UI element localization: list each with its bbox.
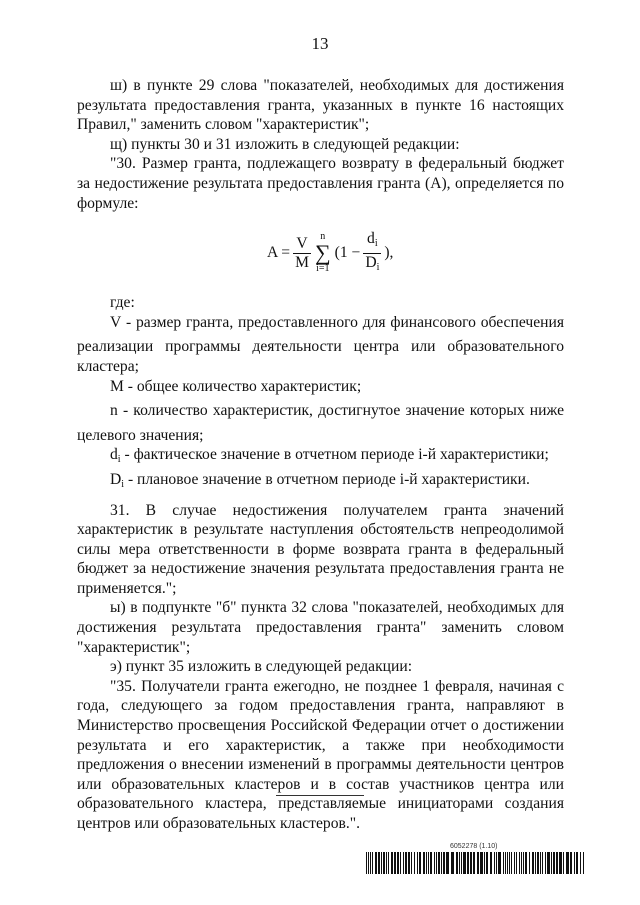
sigma-symbol: ∑	[314, 240, 331, 266]
formula-fraction-dd	[363, 230, 381, 277]
sum-lower: i=1	[316, 263, 330, 275]
end-divider	[276, 795, 364, 796]
formula-fraction-vm	[293, 235, 311, 272]
formula-lhs: A	[267, 244, 279, 262]
definition-Di: $D_i$ - плановое значение в отчетном периоде i-й характеристики.	[110, 470, 530, 490]
definition-v: V - размер гранта, предоставленного для финансового обеспечения реализации программы деятельности центра или образовательного кластера;	[77, 313, 564, 375]
formula-d-sub: i	[374, 237, 378, 249]
paragraph-sh: ш) в пункте 29 слова "показателей, необходимых для достижения результата предоставления гранта, указанных в пункте 16 настоящих Правил," заменить словом "характеристик";	[77, 77, 564, 134]
barcode-icon	[366, 852, 584, 874]
paragraph-30: "30. Размер гранта, подлежащего возврату в федеральный бюджет за недостижение результата предоставления гранта (A), определяется по формуле:	[77, 155, 564, 212]
formula-numerator: V	[293, 235, 311, 254]
paragraph-e: э) пункт 35 изложить в следующей редакции:	[110, 658, 413, 676]
formula	[77, 219, 564, 287]
formula-close: ),	[384, 244, 394, 262]
paragraph-31: 31. В случае недостижения получателем гранта значений характеристик в результате наступления обстоятельств непреодолимой силы мера ответственности в форме возврата гранта в федеральный бюджет за недостижение значения результата предоставления гранта не применяется.";	[77, 501, 564, 597]
paragraph-shch: щ) пункты 30 и 31 изложить в следующей редакции:	[110, 135, 460, 153]
page-number: 13	[311, 34, 329, 53]
barcode-id: 6052278 (1.10)	[450, 843, 498, 850]
formula-sum	[315, 231, 331, 275]
formula-eq: =	[281, 244, 291, 262]
definition-m: M - общее количество характеристик;	[110, 377, 362, 395]
formula-denominator: M	[295, 253, 309, 271]
definition-di: $d_i$ - фактическое значение в отчетном периоде i-й характеристики;	[110, 446, 549, 466]
formula-d: d	[367, 229, 375, 247]
definition-n: n - количество характеристик, достигнутое значение которых ниже целевого значения;	[77, 402, 564, 444]
paragraph-35: "35. Получатели гранта ежегодно, не позднее 1 февраля, начиная с года, следующего за годом предоставления гранта, направляют в Министерство просвещения Российской Федерации отчет о достижении результата и его характеристик, а также при необходимости предложения о внесении изменений в программы деятельности центров или образовательных кластеров и в состав участников центра или образовательного кластера, представляемые инициаторами создания центров или образовательных кластеров.".	[77, 677, 564, 832]
formula-D: D	[365, 253, 377, 271]
document-body	[77, 76, 564, 834]
formula-D-sub: i	[376, 261, 380, 273]
formula-open: (1 −	[334, 244, 361, 262]
where-label: где:	[110, 294, 135, 312]
sum-upper: n	[320, 231, 326, 243]
paragraph-y: ы) в подпункте "б" пункта 32 слова "показателей, необходимых для достижения результата предоставления гранта" заменить словом "характеристик";	[77, 599, 564, 656]
